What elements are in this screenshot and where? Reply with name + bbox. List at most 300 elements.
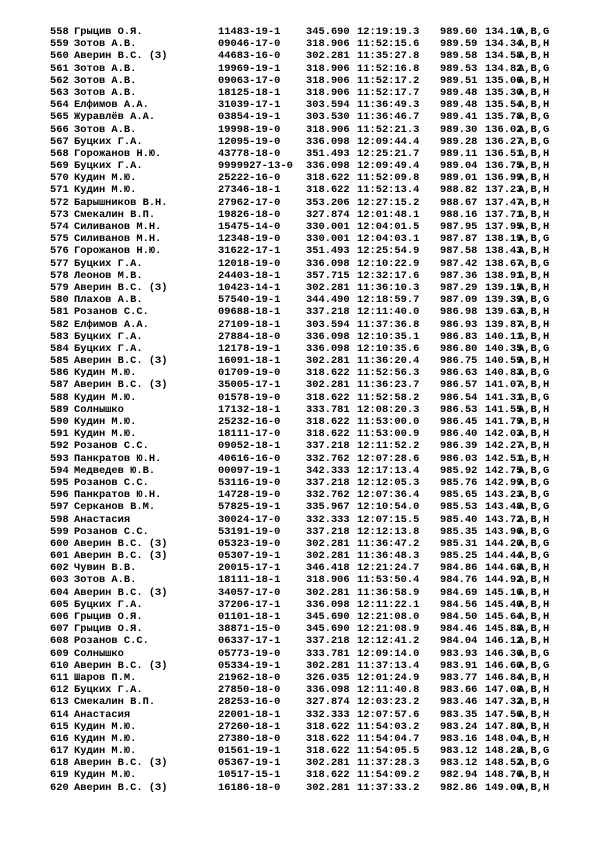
cell-place: 605 <box>50 598 69 611</box>
cell-fancier: Аверин В.С. (З) <box>74 550 168 563</box>
cell-flags: A,B,H <box>518 452 550 465</box>
cell-distance: 336.098 <box>306 135 350 148</box>
table-row <box>0 63 600 75</box>
cell-place: 584 <box>50 342 69 355</box>
table-row <box>0 258 600 270</box>
cell-ring-id: 19998-19-0 <box>218 123 281 136</box>
table-row <box>0 709 600 721</box>
cell-ring-id: 40616-16-0 <box>218 452 281 465</box>
table-row <box>0 648 600 660</box>
cell-place: 571 <box>50 184 69 197</box>
cell-arrival-time: 12:25:21.7 <box>357 147 420 160</box>
cell-points: 147.08 <box>485 684 523 697</box>
table-row <box>0 136 600 148</box>
cell-speed: 989.30 <box>440 123 478 136</box>
cell-speed: 989.01 <box>440 172 478 185</box>
cell-fancier: Панкратов Ю.Н. <box>74 489 162 502</box>
cell-arrival-time: 12:11:52.2 <box>357 440 420 453</box>
cell-speed: 984.69 <box>440 586 478 599</box>
cell-fancier: Смекалин В.П. <box>74 696 156 709</box>
cell-points: 134.34 <box>485 38 523 51</box>
cell-ring-id: 57540-19-1 <box>218 294 281 307</box>
cell-speed: 983.93 <box>440 647 478 660</box>
cell-flags: A,B,H <box>518 172 550 185</box>
cell-fancier: Буцких Г.А. <box>74 684 143 697</box>
cell-place: 568 <box>50 147 69 160</box>
cell-place: 561 <box>50 62 69 75</box>
cell-place: 613 <box>50 696 69 709</box>
cell-distance: 318.906 <box>306 123 350 136</box>
cell-place: 594 <box>50 464 69 477</box>
cell-flags: A,B,G <box>518 745 550 758</box>
cell-flags: A,B,H <box>518 379 550 392</box>
cell-points: 136.99 <box>485 172 523 185</box>
cell-ring-id: 27884-18-0 <box>218 330 281 343</box>
cell-flags: A,B,H <box>518 720 550 733</box>
cell-place: 599 <box>50 525 69 538</box>
cell-distance: 351.493 <box>306 245 350 258</box>
cell-fancier: Грыцив О.Я. <box>74 623 143 636</box>
cell-flags: A,B,H <box>518 38 550 51</box>
cell-distance: 302.281 <box>306 537 350 550</box>
cell-fancier: Шаров П.М. <box>74 671 137 684</box>
table-row <box>0 294 600 306</box>
cell-arrival-time: 12:07:15.5 <box>357 513 420 526</box>
cell-distance: 336.098 <box>306 160 350 173</box>
cell-distance: 344.490 <box>306 294 350 307</box>
cell-flags: A,B,G <box>518 26 550 38</box>
cell-points: 149.00 <box>485 781 523 794</box>
cell-speed: 986.45 <box>440 416 478 428</box>
cell-fancier: Горожанов Н.Ю. <box>74 147 162 160</box>
cell-place: 580 <box>50 294 69 307</box>
cell-flags: A,B,H <box>518 416 550 428</box>
cell-points: 148.04 <box>485 732 523 745</box>
cell-ring-id: 15475-14-0 <box>218 221 281 233</box>
cell-flags: A,B,G <box>518 525 550 538</box>
cell-distance: 332.333 <box>306 513 350 526</box>
cell-arrival-time: 12:12:41.2 <box>357 635 420 648</box>
cell-arrival-time: 11:36:10.3 <box>357 281 420 294</box>
cell-distance: 327.874 <box>306 208 350 221</box>
cell-flags: A,B,H <box>518 696 550 709</box>
cell-arrival-time: 11:35:27.8 <box>357 50 420 63</box>
cell-distance: 351.493 <box>306 147 350 160</box>
cell-arrival-time: 12:12:05.3 <box>357 476 420 489</box>
cell-place: 566 <box>50 123 69 136</box>
cell-fancier: Барышников В.Н. <box>74 196 168 209</box>
cell-ring-id: 05334-19-1 <box>218 659 281 672</box>
cell-place: 602 <box>50 562 69 575</box>
cell-points: 143.23 <box>485 489 523 502</box>
cell-distance: 318.906 <box>306 74 350 87</box>
cell-flags: A,B,H <box>518 50 550 63</box>
cell-place: 596 <box>50 489 69 502</box>
cell-ring-id: 20015-17-1 <box>218 562 281 575</box>
cell-fancier: Зотов А.В. <box>74 123 137 136</box>
cell-place: 609 <box>50 647 69 660</box>
cell-flags: A,B,H <box>518 160 550 173</box>
cell-fancier: Зотов А.В. <box>74 62 137 75</box>
table-row <box>0 721 600 733</box>
cell-arrival-time: 11:52:56.3 <box>357 367 420 380</box>
cell-arrival-time: 12:10:35.6 <box>357 342 420 355</box>
table-row <box>0 440 600 452</box>
table-row <box>0 428 600 440</box>
cell-speed: 987.42 <box>440 257 478 270</box>
cell-ring-id: 34057-17-0 <box>218 586 281 599</box>
cell-place: 581 <box>50 306 69 319</box>
cell-distance: 345.690 <box>306 623 350 636</box>
cell-speed: 989.04 <box>440 160 478 173</box>
cell-points: 141.55 <box>485 403 523 416</box>
cell-flags: A,B,H <box>518 769 550 782</box>
cell-place: 578 <box>50 269 69 282</box>
cell-place: 598 <box>50 513 69 526</box>
cell-flags: A,B,G <box>518 647 550 660</box>
cell-fancier: Солнышко <box>74 403 124 416</box>
cell-fancier: Кудин М.Ю. <box>74 172 137 185</box>
cell-distance: 353.206 <box>306 196 350 209</box>
cell-fancier: Зотов А.В. <box>74 86 137 99</box>
cell-arrival-time: 11:53:00.0 <box>357 416 420 428</box>
cell-ring-id: 9999927-13-0 <box>218 160 293 173</box>
cell-speed: 982.86 <box>440 781 478 794</box>
cell-flags: A,B,H <box>518 281 550 294</box>
table-row <box>0 319 600 331</box>
cell-speed: 983.35 <box>440 708 478 721</box>
cell-place: 588 <box>50 391 69 404</box>
cell-points: 147.80 <box>485 720 523 733</box>
table-row <box>0 343 600 355</box>
cell-points: 137.23 <box>485 184 523 197</box>
table-row <box>0 745 600 757</box>
cell-fancier: Аверин В.С. (З) <box>74 537 168 550</box>
cell-speed: 983.77 <box>440 671 478 684</box>
cell-flags: A,B,G <box>518 501 550 514</box>
cell-flags: A,B,G <box>518 233 550 246</box>
cell-speed: 989.48 <box>440 99 478 112</box>
table-row <box>0 379 600 391</box>
cell-points: 135.78 <box>485 111 523 124</box>
cell-arrival-time: 11:52:09.8 <box>357 172 420 185</box>
cell-points: 142.99 <box>485 476 523 489</box>
cell-points: 134.58 <box>485 50 523 63</box>
cell-arrival-time: 11:37:33.2 <box>357 781 420 794</box>
table-row <box>0 404 600 416</box>
cell-speed: 983.46 <box>440 696 478 709</box>
table-row <box>0 184 600 196</box>
cell-fancier: Аверин В.С. (З) <box>74 379 168 392</box>
cell-flags: A,B,G <box>518 135 550 148</box>
cell-points: 148.28 <box>485 745 523 758</box>
cell-ring-id: 01709-19-0 <box>218 367 281 380</box>
table-row <box>0 574 600 586</box>
cell-place: 617 <box>50 745 69 758</box>
cell-distance: 302.281 <box>306 781 350 794</box>
table-row <box>0 757 600 769</box>
cell-speed: 989.59 <box>440 38 478 51</box>
cell-distance: 302.281 <box>306 379 350 392</box>
cell-flags: A,B,H <box>518 245 550 258</box>
cell-fancier: Кудин М.Ю. <box>74 416 137 428</box>
cell-points: 144.92 <box>485 574 523 587</box>
cell-flags: A,B,H <box>518 586 550 599</box>
cell-arrival-time: 12:32:17.6 <box>357 269 420 282</box>
cell-fancier: Розанов С.С. <box>74 525 149 538</box>
cell-ring-id: 05773-19-0 <box>218 647 281 660</box>
cell-fancier: Кудин М.Ю. <box>74 428 137 441</box>
cell-place: 559 <box>50 38 69 51</box>
cell-distance: 336.098 <box>306 598 350 611</box>
cell-distance: 318.622 <box>306 428 350 441</box>
cell-distance: 336.098 <box>306 257 350 270</box>
cell-ring-id: 27109-18-1 <box>218 318 281 331</box>
cell-flags: A,B,H <box>518 355 550 368</box>
cell-ring-id: 12348-19-0 <box>218 233 281 246</box>
table-row <box>0 160 600 172</box>
table-row <box>0 696 600 708</box>
cell-place: 579 <box>50 281 69 294</box>
cell-arrival-time: 12:11:40.0 <box>357 306 420 319</box>
cell-ring-id: 09688-18-1 <box>218 306 281 319</box>
cell-arrival-time: 12:21:24.7 <box>357 562 420 575</box>
cell-arrival-time: 12:01:24.9 <box>357 671 420 684</box>
cell-distance: 318.622 <box>306 720 350 733</box>
table-row <box>0 672 600 684</box>
cell-fancier: Аверин В.С. (З) <box>74 781 168 794</box>
cell-fancier: Буцких Г.А. <box>74 598 143 611</box>
cell-fancier: Плахов А.В. <box>74 294 143 307</box>
cell-speed: 983.12 <box>440 745 478 758</box>
cell-ring-id: 03854-19-1 <box>218 111 281 124</box>
cell-speed: 985.76 <box>440 476 478 489</box>
cell-distance: 337.218 <box>306 476 350 489</box>
cell-arrival-time: 12:10:35.1 <box>357 330 420 343</box>
cell-ring-id: 12095-19-0 <box>218 135 281 148</box>
cell-place: 607 <box>50 623 69 636</box>
cell-flags: A,B,H <box>518 574 550 587</box>
cell-arrival-time: 12:07:28.6 <box>357 452 420 465</box>
cell-distance: 345.690 <box>306 611 350 623</box>
cell-fancier: Горожанов Н.Ю. <box>74 245 162 258</box>
cell-distance: 318.906 <box>306 38 350 51</box>
cell-ring-id: 09052-18-1 <box>218 440 281 453</box>
table-row <box>0 660 600 672</box>
cell-points: 143.72 <box>485 513 523 526</box>
cell-arrival-time: 12:19:19.3 <box>357 26 420 38</box>
cell-place: 564 <box>50 99 69 112</box>
table-row <box>0 538 600 550</box>
cell-place: 597 <box>50 501 69 514</box>
cell-distance: 303.594 <box>306 318 350 331</box>
cell-ring-id: 01101-18-1 <box>218 611 281 623</box>
cell-place: 604 <box>50 586 69 599</box>
cell-ring-id: 27850-18-0 <box>218 684 281 697</box>
cell-distance: 346.418 <box>306 562 350 575</box>
cell-arrival-time: 12:12:13.8 <box>357 525 420 538</box>
cell-ring-id: 24403-18-1 <box>218 269 281 282</box>
cell-distance: 342.333 <box>306 464 350 477</box>
cell-place: 592 <box>50 440 69 453</box>
cell-fancier: Журавлёв А.А. <box>74 111 156 124</box>
cell-points: 139.39 <box>485 294 523 307</box>
cell-speed: 985.92 <box>440 464 478 477</box>
cell-speed: 984.56 <box>440 598 478 611</box>
cell-ring-id: 09063-17-0 <box>218 74 281 87</box>
cell-distance: 318.622 <box>306 745 350 758</box>
cell-arrival-time: 12:21:08.0 <box>357 611 420 623</box>
cell-fancier: Кудин М.Ю. <box>74 184 137 197</box>
cell-speed: 983.91 <box>440 659 478 672</box>
cell-points: 146.84 <box>485 671 523 684</box>
cell-speed: 986.54 <box>440 391 478 404</box>
cell-points: 143.96 <box>485 525 523 538</box>
cell-fancier: Леонов М.В. <box>74 269 143 282</box>
cell-ring-id: 10517-15-1 <box>218 769 281 782</box>
cell-place: 587 <box>50 379 69 392</box>
cell-speed: 985.65 <box>440 489 478 502</box>
cell-ring-id: 27962-17-0 <box>218 196 281 209</box>
cell-distance: 357.715 <box>306 269 350 282</box>
table-row <box>0 599 600 611</box>
cell-speed: 989.28 <box>440 135 478 148</box>
cell-speed: 988.16 <box>440 208 478 221</box>
cell-distance: 330.001 <box>306 233 350 246</box>
cell-flags: A,B,H <box>518 86 550 99</box>
cell-arrival-time: 12:03:23.2 <box>357 696 420 709</box>
cell-points: 147.32 <box>485 696 523 709</box>
cell-ring-id: 27380-18-0 <box>218 732 281 745</box>
cell-speed: 986.83 <box>440 330 478 343</box>
cell-speed: 989.58 <box>440 50 478 63</box>
cell-speed: 984.46 <box>440 623 478 636</box>
table-row <box>0 550 600 562</box>
cell-arrival-time: 11:54:03.2 <box>357 720 420 733</box>
cell-arrival-time: 11:52:58.2 <box>357 391 420 404</box>
cell-place: 573 <box>50 208 69 221</box>
cell-fancier: Аверин В.С. (З) <box>74 50 168 63</box>
cell-fancier: Буцких Г.А. <box>74 135 143 148</box>
cell-place: 574 <box>50 221 69 233</box>
cell-fancier: Кудин М.Ю. <box>74 367 137 380</box>
cell-speed: 985.35 <box>440 525 478 538</box>
cell-flags: A,B,H <box>518 147 550 160</box>
cell-speed: 983.24 <box>440 720 478 733</box>
cell-points: 144.68 <box>485 562 523 575</box>
cell-arrival-time: 12:09:44.4 <box>357 135 420 148</box>
cell-distance: 302.281 <box>306 659 350 672</box>
cell-place: 593 <box>50 452 69 465</box>
cell-place: 603 <box>50 574 69 587</box>
cell-arrival-time: 12:01:48.1 <box>357 208 420 221</box>
cell-arrival-time: 11:52:17.7 <box>357 86 420 99</box>
table-row <box>0 124 600 136</box>
cell-speed: 986.98 <box>440 306 478 319</box>
cell-fancier: Елфимов А.А. <box>74 318 149 331</box>
cell-arrival-time: 11:36:48.3 <box>357 550 420 563</box>
cell-ring-id: 11483-19-1 <box>218 26 281 38</box>
cell-arrival-time: 11:52:21.3 <box>357 123 420 136</box>
cell-distance: 302.281 <box>306 550 350 563</box>
cell-ring-id: 25232-16-0 <box>218 416 281 428</box>
cell-fancier: Зотов А.В. <box>74 574 137 587</box>
cell-flags: A,B,H <box>518 781 550 794</box>
cell-flags: A,B,H <box>518 269 550 282</box>
cell-points: 145.88 <box>485 623 523 636</box>
cell-place: 577 <box>50 257 69 270</box>
cell-points: 145.40 <box>485 598 523 611</box>
cell-fancier: Розанов С.С. <box>74 476 149 489</box>
table-row <box>0 111 600 123</box>
cell-points: 137.47 <box>485 196 523 209</box>
cell-fancier: Зотов А.В. <box>74 74 137 87</box>
table-row <box>0 245 600 257</box>
cell-flags: A,B,G <box>518 476 550 489</box>
cell-flags: A,B,H <box>518 708 550 721</box>
cell-ring-id: 35005-17-1 <box>218 379 281 392</box>
cell-points: 145.16 <box>485 586 523 599</box>
cell-distance: 337.218 <box>306 306 350 319</box>
cell-ring-id: 25222-16-0 <box>218 172 281 185</box>
table-row <box>0 282 600 294</box>
cell-arrival-time: 11:36:49.3 <box>357 99 420 112</box>
table-row <box>0 501 600 513</box>
cell-arrival-time: 11:52:13.4 <box>357 184 420 197</box>
cell-fancier: Кудин М.Ю. <box>74 769 137 782</box>
cell-flags: A,B,H <box>518 318 550 331</box>
cell-arrival-time: 12:17:13.4 <box>357 464 420 477</box>
cell-speed: 984.76 <box>440 574 478 587</box>
cell-arrival-time: 11:54:05.5 <box>357 745 420 758</box>
table-row <box>0 611 600 623</box>
cell-arrival-time: 12:21:08.9 <box>357 623 420 636</box>
cell-ring-id: 31039-17-1 <box>218 99 281 112</box>
table-row <box>0 416 600 428</box>
cell-distance: 337.218 <box>306 440 350 453</box>
cell-distance: 333.781 <box>306 403 350 416</box>
cell-arrival-time: 11:36:46.7 <box>357 111 420 124</box>
cell-arrival-time: 12:09:49.4 <box>357 160 420 173</box>
cell-arrival-time: 11:36:47.2 <box>357 537 420 550</box>
cell-place: 616 <box>50 732 69 745</box>
cell-speed: 987.29 <box>440 281 478 294</box>
cell-points: 143.48 <box>485 501 523 514</box>
cell-speed: 986.40 <box>440 428 478 441</box>
table-row <box>0 270 600 282</box>
cell-arrival-time: 12:10:54.0 <box>357 501 420 514</box>
cell-points: 142.75 <box>485 464 523 477</box>
table-row <box>0 87 600 99</box>
cell-distance: 318.622 <box>306 769 350 782</box>
cell-points: 139.87 <box>485 318 523 331</box>
cell-distance: 318.622 <box>306 367 350 380</box>
cell-fancier: Аверин В.С. (З) <box>74 586 168 599</box>
cell-place: 582 <box>50 318 69 331</box>
results-table <box>0 26 600 794</box>
cell-distance: 318.622 <box>306 172 350 185</box>
cell-flags: A,B,H <box>518 184 550 197</box>
cell-points: 136.02 <box>485 123 523 136</box>
table-row <box>0 38 600 50</box>
cell-place: 570 <box>50 172 69 185</box>
cell-ring-id: 09046-17-0 <box>218 38 281 51</box>
cell-place: 601 <box>50 550 69 563</box>
table-row <box>0 392 600 404</box>
cell-points: 144.20 <box>485 537 523 550</box>
cell-flags: A,B,H <box>518 440 550 453</box>
cell-fancier: Буцких Г.А. <box>74 342 143 355</box>
